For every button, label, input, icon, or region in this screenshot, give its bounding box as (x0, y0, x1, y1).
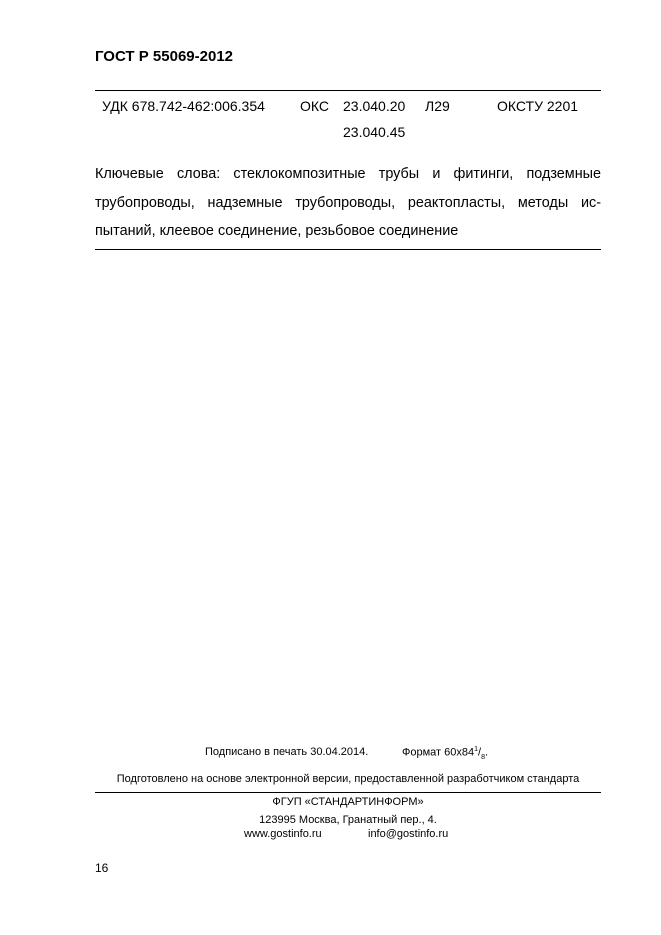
publisher-website[interactable]: www.gostinfo.ru (244, 828, 322, 840)
okstu-code: ОКСТУ 2201 (497, 98, 579, 114)
publisher-address: 123995 Москва, Гранатный пер., 4. (259, 814, 437, 826)
oks-label: ОКС (300, 98, 329, 114)
print-format-label: Формат 60x84 (402, 746, 475, 759)
prepared-note: Подготовлено на основе электронной версии, предоставленной разработчиком стандарта (116, 773, 580, 785)
imprint-divider (95, 792, 601, 793)
keywords-line: трубопроводы, надземные трубопроводы, реактопласты, методы ис- (95, 194, 601, 211)
group-code: Л29 (425, 98, 450, 114)
print-format-suffix: . (484, 746, 489, 759)
publisher-name: ФГУП «СТАНДАРТИНФОРМ» (272, 796, 424, 808)
print-format: Формат $60x84^1/_8$. (402, 746, 489, 761)
keywords-line: Ключевые слова: стеклокомпозитные трубы и фитинги, подземные (95, 166, 601, 182)
document-code: ГОСТ Р 55069-2012 (95, 48, 234, 65)
page-number: 16 (95, 861, 109, 875)
header-divider (95, 90, 601, 91)
publisher-email[interactable]: info@gostinfo.ru (368, 828, 449, 840)
keywords-divider (95, 249, 601, 250)
oks-code-primary: 23.040.20 (343, 98, 406, 114)
print-format-numerator: 1 (474, 746, 479, 753)
keywords-paragraph (95, 160, 601, 246)
udk-code: УДК 678.742-462:006.354 (102, 98, 265, 114)
keywords-line: пытаний, клеевое соединение, резьбовое соединение (95, 223, 459, 239)
signed-date: Подписано в печать 30.04.2014. (205, 746, 369, 758)
oks-code-secondary: 23.040.45 (343, 124, 406, 140)
print-format-denominator: 8 (481, 753, 485, 761)
